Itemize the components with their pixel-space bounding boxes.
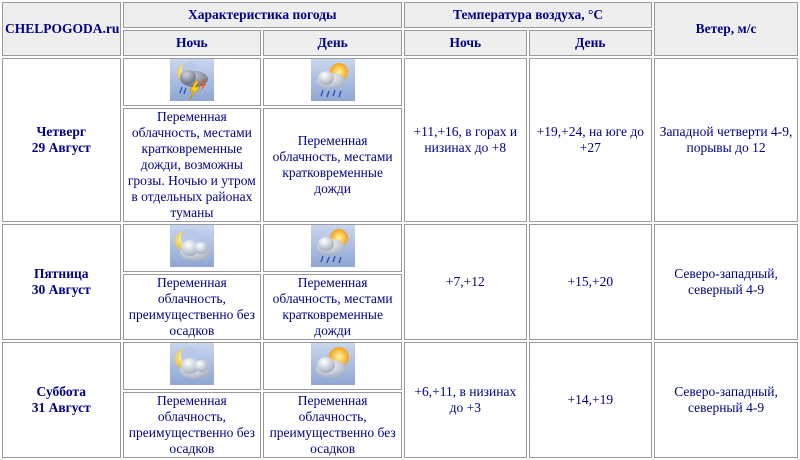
temp-night-header: Ночь xyxy=(404,30,527,56)
day-label xyxy=(2,58,121,222)
day-description: Переменная облачность, преимущественно без осадков xyxy=(263,392,402,458)
date: 31 Август xyxy=(31,400,91,415)
weekday: Суббота xyxy=(36,384,86,399)
day-description: Переменная облачность, местами кратковременные дожди xyxy=(263,108,402,222)
wind-value: Северо-западный, северный 4-9 xyxy=(654,224,798,340)
temp-day-value: +15,+20 xyxy=(529,224,653,340)
wind-header: Ветер, м/с xyxy=(654,2,798,56)
wind-value: Северо-западный, северный 4-9 xyxy=(654,342,798,458)
day-description: Переменная облачность, местами кратковременные дожди xyxy=(263,274,402,340)
day-icon-cell xyxy=(263,342,402,390)
moon-cloud-icon xyxy=(170,225,214,267)
weather-char-header: Характеристика погоды xyxy=(123,2,403,28)
night-icon-cell xyxy=(123,342,262,390)
day-label xyxy=(2,342,121,458)
night-icon-cell xyxy=(123,224,262,272)
weekday: Пятница xyxy=(33,266,89,281)
sun-cloud-icon xyxy=(311,343,355,385)
temp-day-value: +14,+19 xyxy=(529,342,653,458)
temp-day-header: День xyxy=(529,30,653,56)
weather-day-header: День xyxy=(263,30,402,56)
night-description: Переменная облачность, преимущественно без осадков xyxy=(123,392,262,458)
day-icon-cell xyxy=(263,58,402,106)
weekday: Четверг xyxy=(36,124,86,139)
sun-cloud-rain-icon xyxy=(311,59,355,101)
moon-cloud-icon xyxy=(170,343,214,385)
wind-value: Западной четверти 4-9, порывы до 12 xyxy=(654,58,798,222)
temp-night-value: +7,+12 xyxy=(404,224,527,340)
site-name: CHELPOGODA.ru xyxy=(2,2,121,56)
day-icon-cell xyxy=(263,224,402,272)
sun-cloud-rain-icon xyxy=(311,225,355,267)
night-icon-cell xyxy=(123,58,262,106)
date: 30 Август xyxy=(31,282,91,297)
date: 29 Август xyxy=(31,140,91,155)
night-description: Переменная облачность, преимущественно без осадков xyxy=(123,274,262,340)
air-temp-header: Температура воздуха, °С xyxy=(404,2,652,28)
temp-day-value: +19,+24, на юге до +27 xyxy=(529,58,653,222)
night-description: Переменная облачность, местами кратковременные дожди, возможны грозы. Ночью и утром в отдельных районах туманы xyxy=(123,108,262,222)
temp-night-value: +11,+16, в горах и низинах до +8 xyxy=(404,58,527,222)
moon-cloud-thunderstorm-icon xyxy=(170,59,214,101)
day-label xyxy=(2,224,121,340)
weather-night-header: Ночь xyxy=(123,30,262,56)
temp-night-value: +6,+11, в низинах до +3 xyxy=(404,342,527,458)
